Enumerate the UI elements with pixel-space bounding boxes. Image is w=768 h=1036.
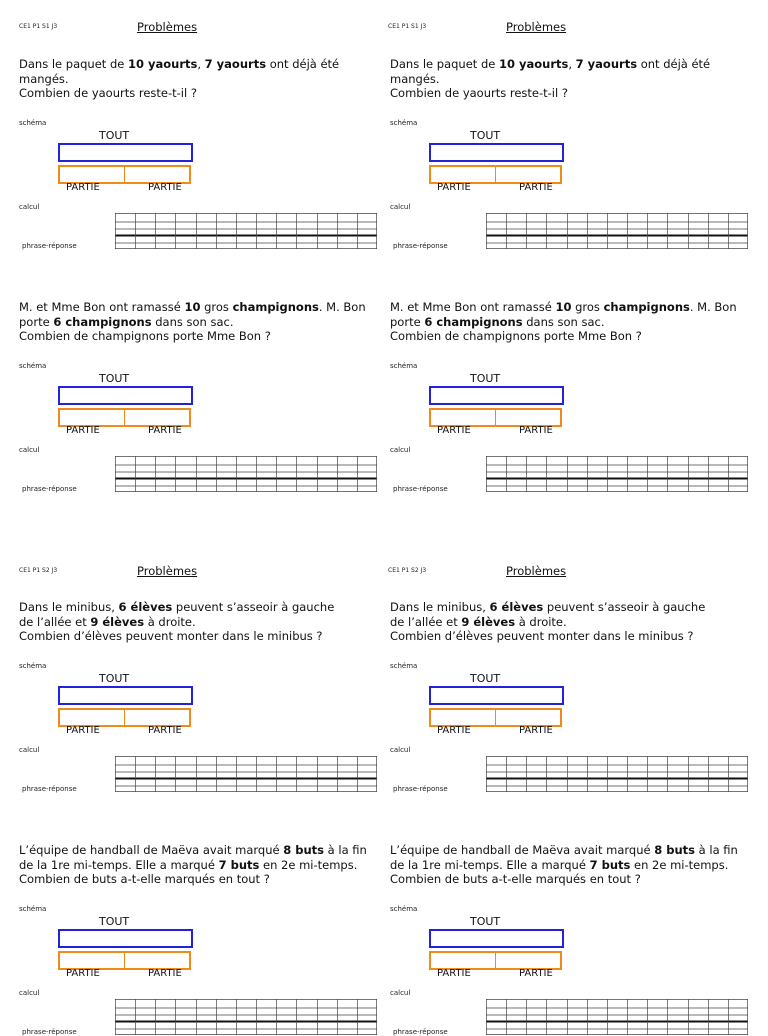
tout-box [58,929,193,948]
problem-statement: Dans le paquet de 10 yaourts, 7 yaourts ont déjà été mangés. Combien de yaourts reste-t-il ? [19,57,340,100]
phrase-reponse-label: phrase-réponse [22,1028,77,1036]
tout-label: TOUT [470,372,501,385]
tout-box [429,686,564,705]
calcul-grid [115,456,377,492]
calcul-label: calcul [390,989,411,997]
phrase-reponse-label: phrase-réponse [393,1028,448,1036]
sheet-code: CE1 P1 S1 J3 [19,23,58,30]
tout-box [58,686,193,705]
phrase-reponse-label: phrase-réponse [393,785,448,793]
partie-label-left: PARTIE [66,425,100,436]
tout-label: TOUT [470,915,501,928]
partie-label-right: PARTIE [519,425,553,436]
tout-box [58,143,193,162]
partie-label-right: PARTIE [148,968,182,979]
schema-label: schéma [19,362,47,370]
partie-label-right: PARTIE [148,182,182,193]
schema-label: schéma [19,662,47,670]
phrase-reponse-label: phrase-réponse [22,242,77,250]
problem-statement: L’équipe de handball de Maëva avait marqué 8 buts à la fin de la 1re mi-temps. Elle a marqué 7 buts en 2e mi-temps. Combien de buts a-t-elle marqués en tout ? [19,843,367,886]
schema-label: schéma [390,362,418,370]
problem-statement: M. et Mme Bon ont ramassé 10 gros champignons. M. Bon porte 6 champignons dans son sac. Combien de champignons porte Mme Bon ? [19,300,366,343]
calcul-label: calcul [390,746,411,754]
partie-label-left: PARTIE [66,182,100,193]
calcul-label: calcul [19,203,40,211]
problem-statement: M. et Mme Bon ont ramassé 10 gros champignons. M. Bon porte 6 champignons dans son sac. Combien de champignons porte Mme Bon ? [390,300,737,343]
tout-label: TOUT [99,129,130,142]
schema-label: schéma [390,119,418,127]
problem-statement: L’équipe de handball de Maëva avait marqué 8 buts à la fin de la 1re mi-temps. Elle a marqué 7 buts en 2e mi-temps. Combien de buts a-t-elle marqués en tout ? [390,843,738,886]
problem-statement: Dans le minibus, 6 élèves peuvent s’asseoir à gauche de l’allée et 9 élèves à droite. Combien d’élèves peuvent monter dans le minibus ? [390,600,706,643]
phrase-reponse-label: phrase-réponse [393,485,448,493]
tout-label: TOUT [99,672,130,685]
sheet-code: CE1 P1 S2 J3 [19,567,58,574]
sheet-code: CE1 P1 S2 J3 [388,567,427,574]
tout-box [429,386,564,405]
calcul-grid [486,456,748,492]
calcul-label: calcul [19,446,40,454]
sheet-title: Problèmes [137,564,198,578]
partie-label-left: PARTIE [437,968,471,979]
problem-statement: Dans le minibus, 6 élèves peuvent s’asseoir à gauche de l’allée et 9 élèves à droite. Combien d’élèves peuvent monter dans le minibus ? [19,600,335,643]
partie-label-right: PARTIE [148,725,182,736]
sheet-header [19,564,389,582]
schema-label: schéma [19,905,47,913]
calcul-grid [486,756,748,792]
schema-label: schéma [390,662,418,670]
phrase-reponse-label: phrase-réponse [393,242,448,250]
calcul-grid [115,213,377,249]
calcul-label: calcul [390,203,411,211]
tout-box [58,386,193,405]
partie-label-left: PARTIE [437,182,471,193]
phrase-reponse-label: phrase-réponse [22,785,77,793]
phrase-reponse-label: phrase-réponse [22,485,77,493]
schema-label: schéma [19,119,47,127]
sheet-title: Problèmes [137,20,198,34]
tout-box [429,929,564,948]
tout-label: TOUT [99,915,130,928]
sheet-header [19,20,389,38]
calcul-grid [486,213,748,249]
calcul-label: calcul [19,989,40,997]
partie-label-left: PARTIE [437,425,471,436]
partie-label-left: PARTIE [66,725,100,736]
worksheet-column-left [19,0,389,1036]
tout-label: TOUT [470,672,501,685]
tout-label: TOUT [99,372,130,385]
partie-label-left: PARTIE [437,725,471,736]
calcul-grid [486,999,748,1035]
tout-box [429,143,564,162]
partie-label-right: PARTIE [519,725,553,736]
sheet-code: CE1 P1 S1 J3 [388,23,427,30]
calcul-grid [115,999,377,1035]
worksheet-column-right [388,0,758,1036]
partie-label-left: PARTIE [66,968,100,979]
partie-label-right: PARTIE [148,425,182,436]
calcul-grid [115,756,377,792]
sheet-header [388,564,758,582]
tout-label: TOUT [470,129,501,142]
partie-label-right: PARTIE [519,182,553,193]
calcul-label: calcul [390,446,411,454]
calcul-label: calcul [19,746,40,754]
sheet-title: Problèmes [506,20,567,34]
sheet-header [388,20,758,38]
sheet-title: Problèmes [506,564,567,578]
schema-label: schéma [390,905,418,913]
partie-label-right: PARTIE [519,968,553,979]
problem-statement: Dans le paquet de 10 yaourts, 7 yaourts ont déjà été mangés. Combien de yaourts reste-t-il ? [390,57,711,100]
